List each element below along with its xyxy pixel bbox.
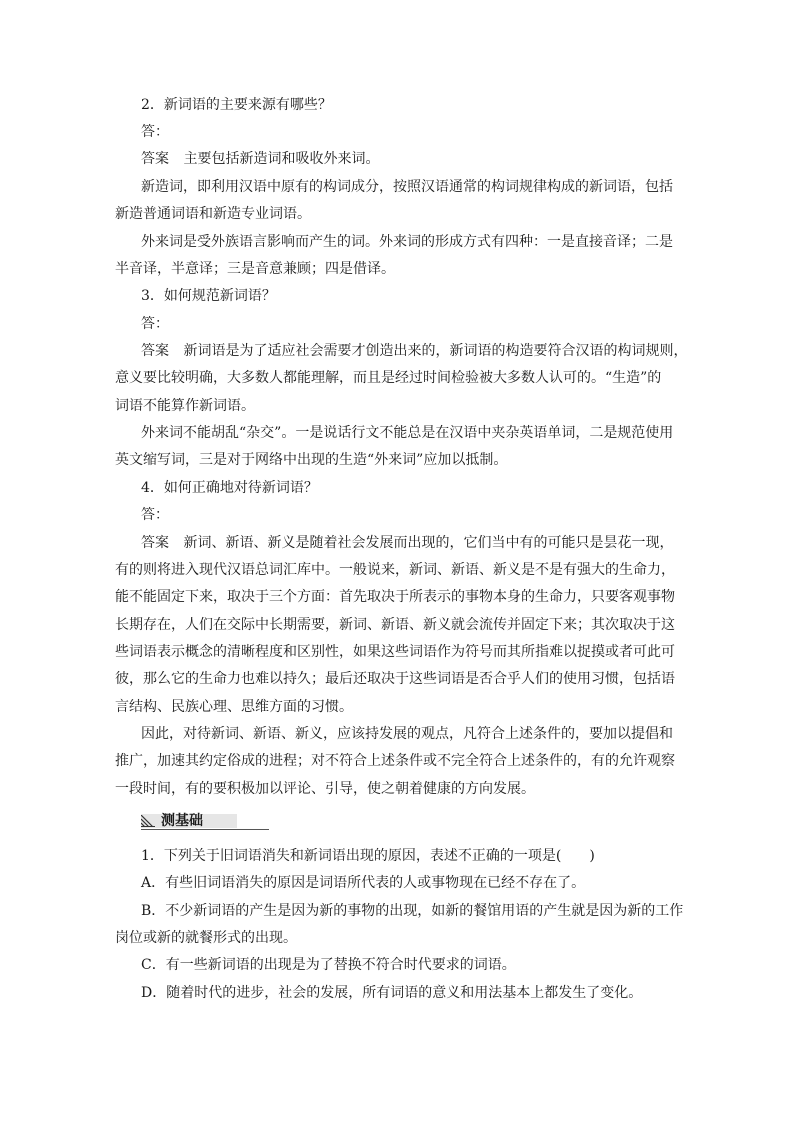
paragraph-line: 一段时间，有的要积极加以评论、引导，使之朝着健康的方向发展。	[115, 781, 535, 797]
paragraph-line: 长期存在，人们在交际中长期需要，新词、新语、新义就会流传并固定下来；其次取决于这	[115, 617, 675, 633]
paragraph-line: 英文缩写词，三是对于网络中出现的生造“外来词”应加以抵制。	[115, 452, 508, 468]
question-2: 2．新词语的主要来源有哪些？	[141, 97, 332, 113]
answer-line	[141, 530, 673, 557]
paragraph-line: 新造词，即利用汉语中原有的构词成分，按照汉语通常的构词规律构成的新词语，包括	[141, 179, 673, 195]
paragraph-line: 言结构、民族心理、思维方面的习惯。	[115, 699, 353, 715]
answer-text: 主要包括新造词和吸收外来词。	[183, 151, 380, 167]
answer-prompt: 答：	[141, 507, 169, 523]
paragraph-line: 能不能固定下来，取决于三个方面：首先取决于所表示的事物本身的生命力，只要客观事物	[115, 589, 675, 605]
answer-prompt: 答：	[141, 316, 169, 332]
paragraph-line: 因此，对待新词、新语、新义，应该持发展的观点，凡符合上述条件的，要加以提倡和	[141, 726, 673, 742]
paragraph-line: 彼，那么它的生命力也难以持久；最后还取决于这些词语是否合乎人们的使用习惯，包括语	[115, 671, 675, 687]
answer-label: 答案	[141, 535, 169, 551]
answer-line	[141, 338, 687, 365]
diagonal-stripes-icon	[141, 815, 155, 827]
question-4: 4．如何正确地对待新词语？	[141, 480, 318, 496]
answer-line	[141, 146, 379, 173]
section-title: 测基础	[161, 813, 203, 829]
answer-prompt: 答：	[141, 124, 169, 140]
paragraph-line: 有的则将进入现代汉语总词汇库中。一般说来，新词、新语、新义是不是有强大的生命力，	[115, 562, 675, 578]
question-3: 3．如何规范新词语？	[141, 288, 276, 304]
paragraph-line: 半音译，半意译；三是音意兼顾；四是借译。	[115, 261, 395, 277]
answer-text: 新词语是为了适应社会需要才创造出来的，新词语的构造要符合汉语的构词规则，	[183, 343, 688, 359]
paragraph-line: 意义要比较明确，大多数人都能理解，而且是经过时间检验被大多数人认可的。“生造”的	[115, 370, 662, 386]
paragraph-line: 外来词不能胡乱“杂交”。一是说话行文不能总是在汉语中夹杂英语单词，二是规范使用	[141, 425, 674, 441]
paragraph-line: 推广，加速其约定俗成的进程；对不符合上述条件或不完全符合上述条件的，有的允许观察	[115, 753, 675, 769]
mc-question-1: 1．下列关于旧词语消失和新词语出现的原因，表述不正确的一项是( )	[141, 848, 595, 864]
paragraph-line: 外来词是受外族语言影响而产生的词。外来词的形成方式有四种：一是直接音译；二是	[141, 234, 673, 250]
answer-text: 新词、新语、新义是随着社会发展而出现的，它们当中有的可能只是昙花一现，	[183, 535, 674, 551]
paragraph-line: 些词语表示概念的清晰程度和区别性，如果这些词语作为符号而其所指难以捉摸或者可此可	[115, 644, 675, 660]
answer-label: 答案	[141, 151, 169, 167]
option-c: C．有一些新词语的出现是为了替换不符合时代要求的词语。	[141, 957, 516, 973]
paragraph-line: 新造普通词语和新造专业词语。	[115, 206, 311, 222]
section-divider	[141, 829, 269, 830]
section-header	[141, 813, 269, 831]
option-b-continued: 岗位或新的就餐形式的出现。	[115, 930, 297, 946]
option-d: D．随着时代的进步，社会的发展，所有词语的意义和用法基本上都发生了变化。	[141, 985, 643, 1001]
answer-label: 答案	[141, 343, 169, 359]
option-b: B．不少新词语的产生是因为新的事物的出现，如新的餐馆用语的产生就是因为新的工作	[141, 903, 684, 919]
option-a: A．有些旧词语消失的原因是词语所代表的人或事物现在已经不存在了。	[141, 875, 586, 891]
paragraph-line: 词语不能算作新词语。	[115, 398, 255, 414]
